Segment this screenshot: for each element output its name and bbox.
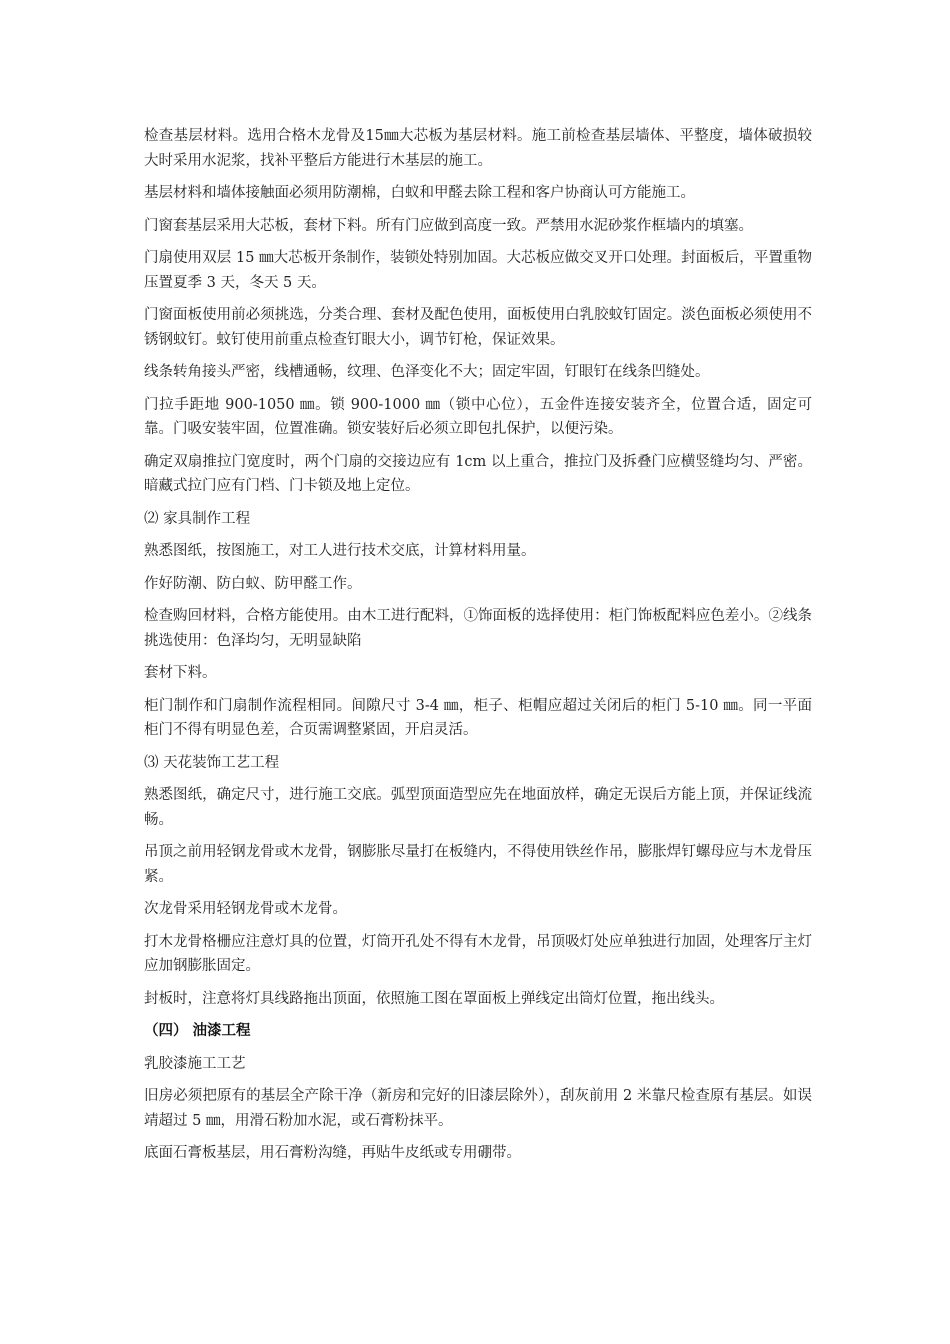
- section-title-furniture: ⑵ 家具制作工程: [144, 510, 251, 527]
- paragraph-material-check: 检查购回材料，合格方能使用。由木工进行配料，①饰面板的选择使用：柜门饰板配料应色差小。②线条挑选使用：色泽均匀，无明显缺陷: [144, 608, 812, 649]
- paragraph-ceiling-layout: 熟悉图纸，确定尺寸，进行施工交底。弧型顶面造型应先在地面放样，确定无误后方能上顶，并保证线流畅。: [144, 787, 812, 828]
- paragraph-door-hardware: 门拉手距地 900-1050 ㎜。锁 900-1000 ㎜（锁中心位），五金件连接安装齐全，位置合适，固定可靠。门吸安装牢固，位置准确。锁安装好后必须立即包扎保护，以便污染。: [144, 396, 812, 437]
- paragraph-gypsum-base: 底面石膏板基层，用石膏粉沟缝，再贴牛皮纸或专用硼带。: [144, 1145, 521, 1161]
- paragraph-trim-joints: 线条转角接头严密，线槽通畅，纹理、色泽变化不大；固定牢固，钉眼钉在线条凹缝处。: [144, 364, 710, 380]
- section-heading-painting: （四） 油漆工程: [144, 1022, 251, 1039]
- paragraph-latex-paint-title: 乳胶漆施工工艺: [144, 1055, 246, 1072]
- paragraph-moisture-barrier: 基层材料和墙体接触面必须用防潮棉，白蚁和甲醛去除工程和客户协商认可方能施工。: [144, 185, 695, 201]
- section-title-ceiling: ⑶ 天花装饰工艺工程: [144, 754, 280, 771]
- paragraph-keel-grid: 打木龙骨格栅应注意灯具的位置，灯筒开孔处不得有木龙骨，吊顶吸灯处应单独进行加固，处理客厅主灯应加钢膨胀固定。: [144, 933, 812, 974]
- paragraph-secondary-keel: 次龙骨采用轻钢龙骨或木龙骨。: [144, 901, 347, 917]
- paragraph-base-materials: 检查基层材料。选用合格木龙骨及15㎜大芯板为基层材料。施工前检查基层墙体、平整度，墙体破损较大时采用水泥浆，找补平整后方能进行木基层的施工。: [144, 128, 812, 169]
- document-body: [144, 124, 812, 1174]
- paragraph-door-frame-base: 门窗套基层采用大芯板，套材下料。所有门应做到高度一致。严禁用水泥砂浆作框墙内的填塞。: [144, 217, 753, 234]
- paragraph-door-leaf: 门扇使用双层 15 ㎜大芯板开条制作，装锁处特别加固。大芯板应做交叉开口处理。封面板后，平置重物压置夏季 3 天，冬天 5 天。: [144, 250, 812, 291]
- paragraph-board-sealing: 封板时，注意将灯具线路拖出顶面，依照施工图在罩面板上弹线定出筒灯位置，拖出线头。: [144, 990, 724, 1007]
- paragraph-old-house-base: 旧房必须把原有的基层全产除干净（新房和完好的旧漆层除外），刮灰前用 2 米靠尺检查原有基层。如误靖超过 5 ㎜，用滑石粉加水泥，或石膏粉抹平。: [144, 1088, 812, 1129]
- paragraph-sliding-doors: 确定双扇推拉门宽度时，两个门扇的交接边应有 1cm 以上重合，推拉门及拆叠门应横竖缝均匀、严密。暗藏式拉门应有门档、门卡锁及地上定位。: [144, 453, 812, 494]
- paragraph-protection: 作好防潮、防白蚁、防甲醛工作。: [144, 575, 362, 592]
- paragraph-cabinet-doors: 柜门制作和门扇制作流程相同。间隙尺寸 3-4 ㎜，柜子、柜帽应超过关闭后的柜门 5-10 ㎜。同一平面柜门不得有明显色差，合页需调整紧固，开启灵活。: [144, 697, 812, 738]
- paragraph-cutting: 套材下料。: [144, 665, 217, 681]
- paragraph-ceiling-suspension: 吊顶之前用轻钢龙骨或木龙骨，钢膨胀尽量打在板缝内，不得使用铁丝作吊，膨胀焊钉螺母应与木龙骨压紧。: [144, 844, 812, 885]
- paragraph-drawing-review: 熟悉图纸，按图施工，对工人进行技术交底，计算材料用量。: [144, 543, 536, 559]
- paragraph-face-panels: 门窗面板使用前必须挑选，分类合理、套材及配色使用，面板使用白乳胶蚊钉固定。淡色面板必须使用不锈钢蚊钉。蚊钉使用前重点检查钉眼大小，调节钉枪，保证效果。: [144, 307, 812, 348]
